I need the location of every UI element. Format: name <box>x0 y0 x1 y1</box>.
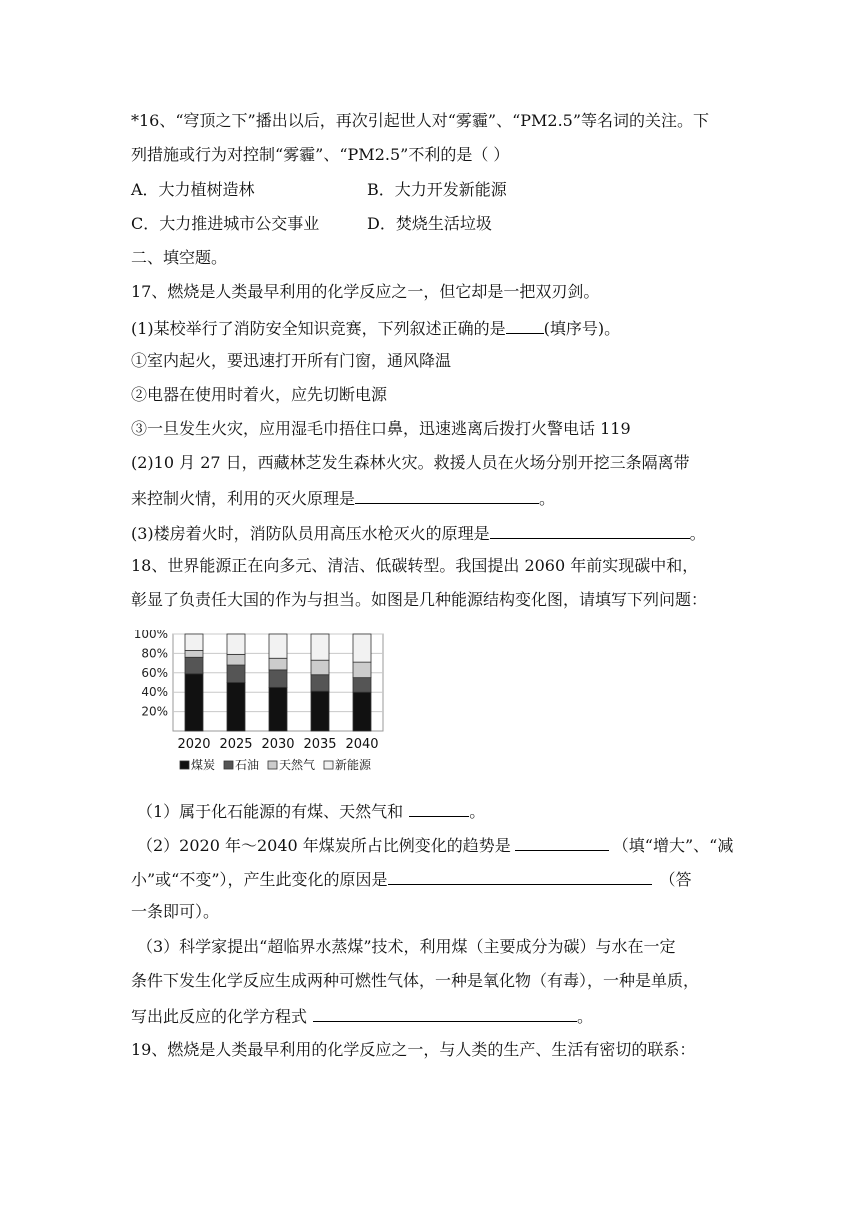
q18-part3-text: 写出此反应的化学方程式 <box>131 1007 308 1026</box>
x-tick-label: 2040 <box>345 737 379 752</box>
q17-part2-line1: (2)10 月 27 日，西藏林芝发生森林火灾。救援人员在火场分别开挖三条隔离带 <box>131 453 690 472</box>
q18-part3-tail: 。 <box>577 1007 594 1026</box>
q16-options-row2 <box>131 214 492 234</box>
q18-line2: 彰显了负责任大国的作为与担当。如图是几种能源结构变化图，请填写下列问题： <box>131 590 708 609</box>
bar-segment <box>269 687 287 731</box>
q19-line1: 19、燃烧是人类最早利用的化学反应之一，与人类的生产、生活有密切的联系： <box>131 1040 696 1059</box>
q17-item2: ②电器在使用时着火，应先切断电源 <box>131 385 388 404</box>
bar-segment <box>311 691 329 731</box>
y-tick-label: 40% <box>141 685 168 700</box>
bar-segment <box>185 634 203 650</box>
q18-part2-tail: （填“增大”、“减 <box>612 836 734 855</box>
q16-options-row1 <box>131 180 507 200</box>
option-c: C．大力推进城市公交事业 <box>131 214 320 233</box>
y-tick-label: 60% <box>141 665 168 680</box>
answer-blank[interactable] <box>515 834 609 851</box>
energy-structure-chart <box>128 630 390 776</box>
q18-part3-line3 <box>131 1005 593 1027</box>
q17-part1-text: (1)某校举行了消防安全知识竞赛，下列叙述正确的是 <box>131 319 506 338</box>
legend-label: 新能源 <box>335 758 372 772</box>
bar-segment <box>227 665 245 682</box>
q18-part2-text: （2）2020 年～2040 年煤炭所占比例变化的趋势是 <box>137 836 511 855</box>
q18-part3-line1: （3）科学家提出“超临界水蒸煤”技术，利用煤（主要成分为碳）与水在一定 <box>137 937 676 956</box>
x-tick-label: 2030 <box>261 737 295 752</box>
bar-segment <box>353 692 371 731</box>
bar-segment <box>311 660 329 675</box>
q18-part2-line2 <box>131 868 692 890</box>
y-tick-label: 20% <box>141 704 168 719</box>
bar-segment <box>353 662 371 678</box>
bar-segment <box>311 675 329 691</box>
answer-blank[interactable] <box>409 800 469 817</box>
q18-part2-line1 <box>137 834 733 856</box>
y-tick-label: 100% <box>133 630 168 641</box>
answer-blank[interactable] <box>313 1005 577 1022</box>
bar-segment <box>227 634 245 654</box>
q18-line1: 18、世界能源正在向多元、清洁、低碳转型。我国提出 2060 年前实现碳中和， <box>131 556 699 575</box>
q18-part1-tail: 。 <box>469 802 486 821</box>
answer-blank[interactable] <box>388 868 652 885</box>
answer-blank[interactable] <box>355 487 539 504</box>
q18-part1-text: （1）属于化石能源的有煤、天然气和 <box>137 802 404 821</box>
bar-segment <box>311 634 329 660</box>
q16-line2: 列措施或行为对控制“雾霾”、“PM2.5”不利的是（ ） <box>131 145 510 164</box>
bar-segment <box>185 674 203 731</box>
option-a: A．大力植树造林 <box>131 180 255 199</box>
q17-part1 <box>131 317 620 339</box>
answer-blank[interactable] <box>490 522 690 539</box>
q18-part1 <box>137 800 485 822</box>
q16-line1: *16、“穹顶之下”播出以后，再次引起世人对“雾霾”、“PM2.5”等名词的关注。下 <box>131 111 710 130</box>
q18-part2-line3: 一条即可）。 <box>131 902 220 921</box>
q17-part2-text: 来控制火情，利用的灭火原理是 <box>131 489 356 508</box>
legend-label: 煤炭 <box>191 758 216 772</box>
bar-segment <box>353 678 371 693</box>
legend-swatch <box>180 761 189 769</box>
legend-swatch <box>268 761 277 769</box>
option-b: B．大力开发新能源 <box>367 180 507 199</box>
x-tick-label: 2025 <box>219 737 253 752</box>
x-tick-label: 2020 <box>177 737 211 752</box>
option-d: D．焚烧生活垃圾 <box>367 214 492 233</box>
bar-segment <box>353 634 371 662</box>
bar-segment <box>227 654 245 665</box>
bar-segment <box>269 670 287 687</box>
q17-part1-tail: (填序号)。 <box>543 319 621 338</box>
q18-part2-note: （答 <box>659 870 692 889</box>
x-axis-ticks <box>177 737 378 752</box>
q17-item1: ①室内起火，要迅速打开所有门窗，通风降温 <box>131 351 452 370</box>
q17-intro: 17、燃烧是人类最早利用的化学反应之一，但它却是一把双刃剑。 <box>131 282 600 301</box>
q17-part2-line2 <box>131 487 555 509</box>
bar-segment <box>227 683 245 732</box>
bar-segment <box>269 658 287 670</box>
q18-part2-reason: 小”或“不变”），产生此变化的原因是 <box>131 870 388 889</box>
y-tick-label: 80% <box>141 646 168 661</box>
q17-part2-tail: 。 <box>539 489 556 508</box>
answer-blank[interactable] <box>506 317 544 334</box>
section-heading: 二、填空题。 <box>131 248 228 267</box>
q17-part3-text: (3)楼房着火时，消防队员用高压水枪灭火的原理是 <box>131 524 490 543</box>
bar-segment <box>269 634 287 658</box>
q18-part3-line2: 条件下发生化学反应生成两种可燃性气体，一种是氧化物（有毒），一种是单质， <box>131 971 700 990</box>
bar-segment <box>185 657 203 673</box>
legend-label: 石油 <box>235 758 260 772</box>
q17-part3-tail: 。 <box>689 524 706 543</box>
q17-item3: ③一旦发生火灾，应用湿毛巾捂住口鼻，迅速逃离后拨打火警电话 119 <box>131 419 631 438</box>
legend-swatch <box>324 761 333 769</box>
legend <box>180 757 372 772</box>
x-tick-label: 2035 <box>303 737 337 752</box>
bar-segment <box>185 650 203 657</box>
q17-part3 <box>131 522 706 544</box>
legend-label: 天然气 <box>279 758 316 772</box>
legend-swatch <box>224 761 233 769</box>
y-axis-ticks <box>134 630 168 719</box>
